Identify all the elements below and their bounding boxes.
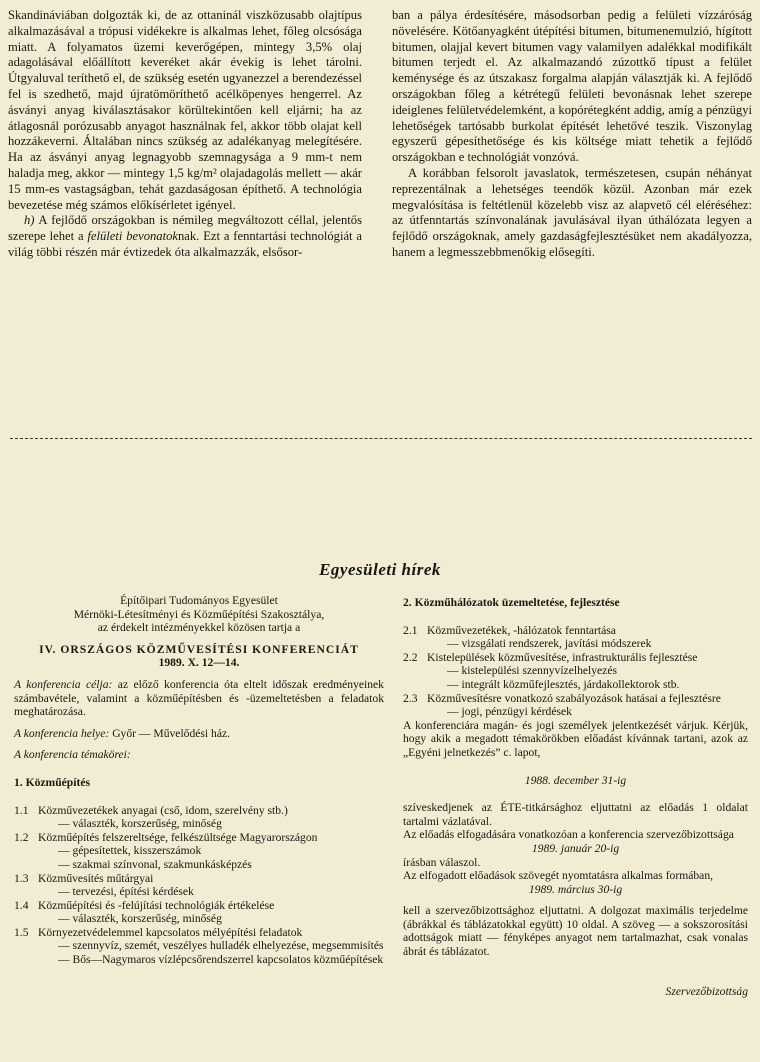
topic-text: Közműépítés felszereltsége, felkészültsége Magyarországon bbox=[38, 830, 318, 844]
organizer-line: Mérnöki-Létesítményi és Közműépítési Szakosztálya, bbox=[73, 607, 325, 621]
conference-notice-right bbox=[403, 596, 748, 998]
article-paragraph: Skandináviában dolgozták ki, de az ottaninál viszközusabb olajtípus alkalmazásával a trópusi vidékekre is alkalmas lehet, főleg olcsósága miatt. A folyamatos üzemi keverőgépen, mintegy 3,5% olaj adagolásával előállított keveréket akár évekig is lehet tárolni. Útgyaluval teríthető el, de szükség esetén ugyanezzel a berendezéssel fel is szedhető, majd újratömöríthető acélköpenyes hengerrel. Az ásványi anyag kiválasztásakor körültekintően kell eljárni; ha az átlagosnál porózusabb anyagot használnak fel, akkor több olajat kell hozzákeverni. Általában nincs szükség az adalékanyag melegítésére. Ha az ásványi anyag legnagyobb szemnagysága a 9 mm-t nem haladja meg, akkor — mintegy 1,5 kg/m² olajadagolás mellett — akár 15 mm-es vastagságban, tehát gazdaságosan építhető. A technológia bevezetése még számos előkísérletet igényel. bbox=[8, 8, 362, 212]
topic-item bbox=[403, 624, 748, 638]
conference-goal bbox=[14, 678, 384, 719]
topic-number: 2.1 bbox=[403, 623, 418, 637]
topic-text: Környezetvédelemmel kapcsolatos mélyépítési feladatok bbox=[38, 925, 303, 939]
item-h-text-end: nak. Ezt a fenntartási technológiát a világ többi részén már évtizedek óta alkalmazzák, elsősor- bbox=[8, 229, 363, 259]
section-divider bbox=[10, 438, 752, 439]
article-paragraph: A korábban felsorolt javaslatok, természetesen, csupán néhányat reprezentálnak a lehetséges teendők közül. Azonban már ezek megvalósítása is feltétlenül közelebb visz az alapvető cél eléréséhez: az útfenntartás színvonalának javulásával ilyan úthálózata legyen a fejlődő országoknak, amely gazdaságfejlesztésüket nem akadályozza, hanem a legmesszebbmenőkig elősegíti. bbox=[392, 165, 752, 259]
topic-number: 1.5 bbox=[14, 925, 29, 939]
acceptance-text: Az előadás elfogadására vonatkozóan a konferencia szervezőbizottsága bbox=[403, 828, 734, 842]
topic-item bbox=[403, 651, 748, 665]
article-paragraph: ban a pálya érdesítésére, másodsorban pedig a felületi vízzáróság növelésére. Kötőanyagként útépítési bitumen, bitumenemulzió, hígított bitumen, olajjal kevert bitumen vagy valamilyen adalékkal modifikált bitumen terjedt el. Az alkalmazandó zúzottkő típust a felület keménysége és az útszakasz forgalma alapján választják ki. A fejlődő országokban főleg a kétrétegű felületi bevonásnak lehet szerepe ideiglenes felületvédelemként, a kopórétegként addig, amíg a pénzügyi lehetőségek tartósabb burkolat építését lehetővé teszik. Viszonylag egyszerű gépesíthetősége és kis költsége miatt tehetik a fejlődő országokban e technológiát vonzóvá. bbox=[392, 8, 752, 165]
final-requirements: kell a szervezőbizottsághoz eljuttatni. A dolgozat maximális terjedelme (ábrákkal és táblázatokkal együtt) 10 oldal. A szöveg — a sokszorosítási adottságok miatt — fényképes anyagot nem tartalmazhat, csak vonalas ábrát és táblázatot. bbox=[403, 904, 748, 959]
venue-rest: — Művelődési ház. bbox=[136, 726, 231, 740]
topic-number: 2.2 bbox=[403, 650, 418, 664]
topic-subitem: — választék, korszerűség, minőség bbox=[58, 912, 222, 926]
deadline-text: szíveskedjenek az ÉTE-titkársághoz eljuttatni az előadás 1 oldalat tartalmi vázlatával. bbox=[403, 801, 748, 828]
topic-number: 1.3 bbox=[14, 871, 29, 885]
topic-item bbox=[14, 926, 384, 940]
goal-text: az előző konferencia óta eltelt időszak eredményeinek számbavétele, valamint a közműépítésben és -üzemeltetésben a feladatok meghatározása. bbox=[14, 677, 384, 719]
topic-subitem: — integrált közműfejlesztés, járdakollektorok stb. bbox=[447, 677, 680, 691]
reply-text: írásban válaszol. bbox=[403, 855, 481, 869]
topic-item bbox=[14, 899, 384, 913]
topic-item bbox=[14, 872, 384, 886]
topic-number: 1.2 bbox=[14, 830, 29, 844]
section-title: Egyesületi hírek bbox=[319, 560, 441, 579]
topic-subitem: — gépesítettek, kisszerszámok bbox=[58, 844, 202, 858]
topic-subitem: — szakmai színvonal, szakmunkásképzés bbox=[58, 857, 252, 871]
topic-number: 2.3 bbox=[403, 691, 418, 705]
conference-title: IV. ORSZÁGOS KÖZMŰVESÍTÉSI KONFERENCIÁT bbox=[39, 642, 359, 656]
deadline-date: 1989. március 30-ig bbox=[528, 882, 623, 896]
topic-subitem: — szennyvíz, szemét, veszélyes hulladék elhelyezése, megsemmisítés bbox=[58, 939, 384, 953]
topic-text: Kistelepülések közművesítése, infrastrukturális fejlesztése bbox=[427, 650, 698, 664]
topic-text: Közműépítési és -felújítási technológiák értékelése bbox=[38, 898, 275, 912]
topics-label: A konferencia témakörei: bbox=[14, 748, 131, 762]
topic-text: Közművesítésre vonatkozó szabályozások hatásai a fejlesztésre bbox=[427, 691, 721, 705]
applicants-text: A konferenciára magán- és jogi személyek jelentkezését várjuk. Kérjük, hogy akik a megadott témakörökben előadást kívánnak tartani, azok az „Egyéni jelnetkezés” c. lapot, bbox=[403, 718, 748, 759]
conference-date: 1989. X. 12—14. bbox=[158, 656, 240, 670]
deadline-date: 1989. január 20-ig bbox=[531, 841, 620, 855]
topic-subitem: — kistelepülési szennyvízelhelyezés bbox=[447, 664, 617, 678]
topic-section-title: 2. Közműhálózatok üzemeltetése, fejlesztése bbox=[403, 596, 620, 609]
topic-item bbox=[403, 692, 748, 706]
article-paragraph-h bbox=[8, 213, 362, 260]
organizer-line: Építőipari Tudományos Egyesület bbox=[120, 594, 278, 607]
topic-text: Közművezetékek, -hálózatok fenntartása bbox=[427, 623, 616, 637]
article-left-column bbox=[8, 8, 362, 261]
venue-label: A konferencia helye: bbox=[14, 726, 110, 740]
topic-subitem: — választék, korszerűség, minőség bbox=[58, 817, 222, 831]
conference-venue bbox=[14, 727, 384, 741]
item-h-text-start: A fejlődő országokban is némileg megváltozott céllal, jelentős szerepe lehet a bbox=[8, 213, 362, 244]
topic-item bbox=[14, 831, 384, 845]
topic-subitem: — jogi, pénzügyi kérdések bbox=[447, 705, 572, 719]
topic-subitem: — vizsgálati rendszerek, javítási módszerek bbox=[447, 637, 652, 651]
item-label: h) bbox=[24, 213, 35, 228]
topic-list bbox=[403, 624, 748, 719]
item-h-emphasis: felületi bevonatok bbox=[87, 229, 178, 244]
article-right-column bbox=[392, 8, 752, 261]
topic-list bbox=[14, 804, 384, 967]
conference-notice-left bbox=[14, 594, 384, 967]
organizer-line: az érdekelt intézményekkel közösen tartja a bbox=[97, 621, 301, 635]
topic-item bbox=[14, 804, 384, 818]
accepted-text: Az elfogadott előadások szövegét nyomtatásra alkalmas formában, bbox=[403, 869, 714, 883]
topic-text: Közművezetékek anyagai (cső, idom, szerelvény stb.) bbox=[38, 803, 288, 817]
topic-number: 1.4 bbox=[14, 898, 29, 912]
topic-section-title: 1. Közműépítés bbox=[14, 775, 90, 789]
venue-city: Győr bbox=[112, 726, 137, 740]
topic-subitem: — tervezési, építési kérdések bbox=[58, 885, 194, 899]
topic-subitem: — Bős—Nagymaros vízlépcsőrendszerrel kapcsolatos közműépítések bbox=[58, 953, 384, 967]
topic-number: 1.1 bbox=[14, 803, 29, 817]
deadline-date: 1988. december 31-ig bbox=[524, 773, 627, 787]
signature: Szervezőbizottság bbox=[665, 984, 748, 998]
topic-text: Közművesítés műtárgyai bbox=[38, 871, 154, 885]
goal-label: A konferencia célja: bbox=[14, 677, 113, 691]
